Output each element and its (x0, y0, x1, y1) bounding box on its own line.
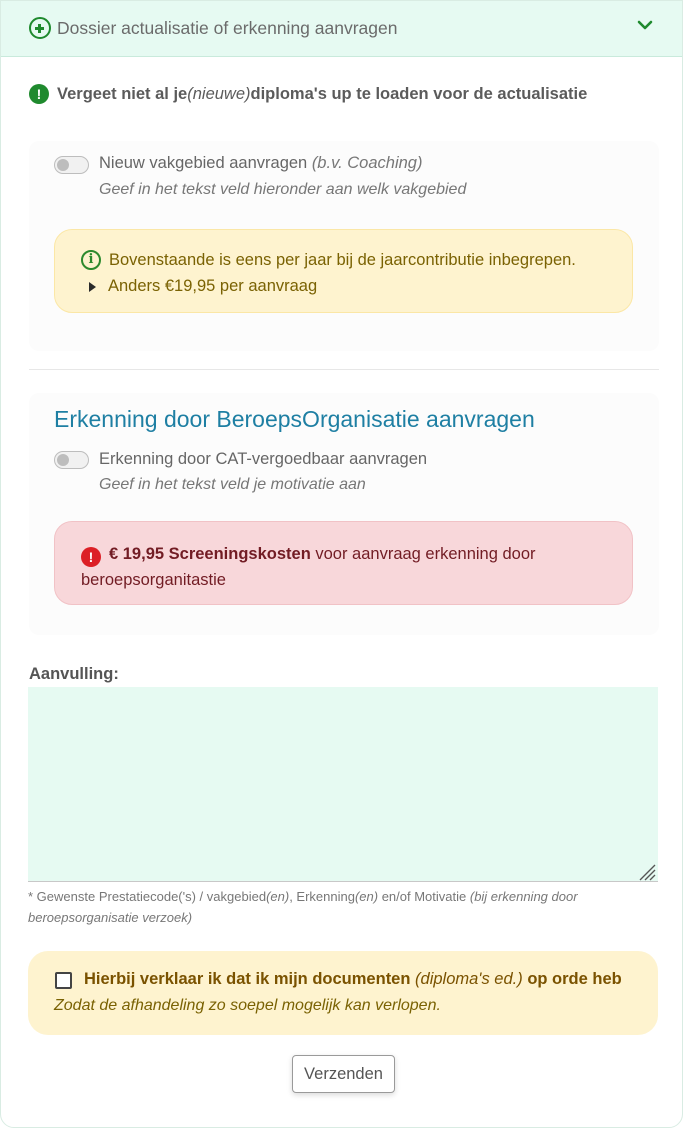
plus-circle-icon (29, 17, 51, 39)
alert-line-2-text: Anders €19,95 per aanvraag (108, 277, 318, 295)
hint-part-5: en/of Motivatie (378, 889, 470, 904)
vakgebied-toggle[interactable] (54, 156, 89, 174)
section-divider (29, 369, 659, 370)
confirm-text-italic: (diploma's ed.) (415, 970, 523, 988)
toggle-knob (57, 454, 69, 466)
hint-part-2: (en) (266, 889, 290, 904)
screening-cost-bold: € 19,95 Screeningskosten (109, 545, 311, 563)
resize-grip-icon[interactable] (638, 863, 656, 881)
notice-text-after: diploma's up te loaden voor de actualisatie (250, 84, 588, 103)
alert-line-2[interactable] (89, 277, 317, 296)
upload-notice (29, 84, 587, 104)
confirm-subtext: Zodat de afhandeling zo soepel mogelijk kan verlopen. (54, 997, 441, 1014)
vakgebied-subtext: Geef in het tekst veld hieronder aan welk vakgebied (99, 181, 467, 198)
confirm-label[interactable] (84, 970, 622, 989)
exclamation-circle-icon: ! (29, 84, 49, 104)
toggle-knob (57, 159, 69, 171)
accordion-header[interactable] (1, 1, 683, 57)
confirm-checkbox[interactable] (55, 972, 72, 989)
notice-text-italic: (nieuwe) (187, 84, 251, 103)
vakgebied-toggle-label[interactable] (99, 154, 422, 173)
contribution-alert (54, 229, 633, 313)
caret-right-icon (89, 282, 96, 292)
aanvulling-label: Aanvulling: (29, 665, 119, 683)
hint-part-4: (en) (354, 889, 379, 904)
notice-text-before: Vergeet niet al je (57, 84, 188, 103)
hint-part-6: (bij erkenning door beroepsorganisatie verzoek) (28, 889, 578, 925)
erkenning-subtext: Geef in het tekst veld je motivatie aan (99, 476, 366, 493)
accordion-title: Dossier actualisatie of erkenning aanvragen (57, 18, 398, 38)
vakgebied-label-text: Nieuw vakgebied aanvragen (99, 154, 312, 172)
exclamation-circle-icon: ! (81, 547, 101, 567)
info-circle-icon: i (81, 250, 101, 270)
hint-part-1: * Gewenste Prestatiecode('s) / vakgebied (28, 889, 267, 904)
aanvulling-hint (28, 886, 648, 928)
erkenning-toggle-label[interactable]: Erkenning door CAT-vergoedbaar aanvragen (99, 450, 428, 468)
vakgebied-label-italic: (b.v. Coaching) (311, 154, 423, 172)
aanvulling-textarea[interactable] (28, 687, 658, 882)
alert-line-1-text: Bovenstaande is eens per jaar bij de jaarcontributie inbegrepen. (109, 250, 576, 269)
screening-cost-alert (54, 521, 633, 605)
hint-part-3: , Erkenning (289, 889, 355, 904)
erkenning-title: Erkenning door BeroepsOrganisatie aanvragen (54, 406, 535, 432)
documents-confirmation (28, 951, 658, 1035)
screening-cost-rest: voor aanvraag erkenning door beroepsorganitastie (81, 545, 536, 589)
alert-line-1 (81, 250, 576, 270)
screening-cost-text (81, 541, 611, 593)
submit-button[interactable]: Verzenden (292, 1055, 395, 1093)
confirm-text-before: Hierbij verklaar ik dat ik mijn documenten (84, 970, 416, 988)
chevron-down-icon[interactable] (637, 17, 653, 33)
erkenning-toggle[interactable] (54, 451, 89, 469)
confirm-text-after: op orde heb (522, 970, 622, 988)
